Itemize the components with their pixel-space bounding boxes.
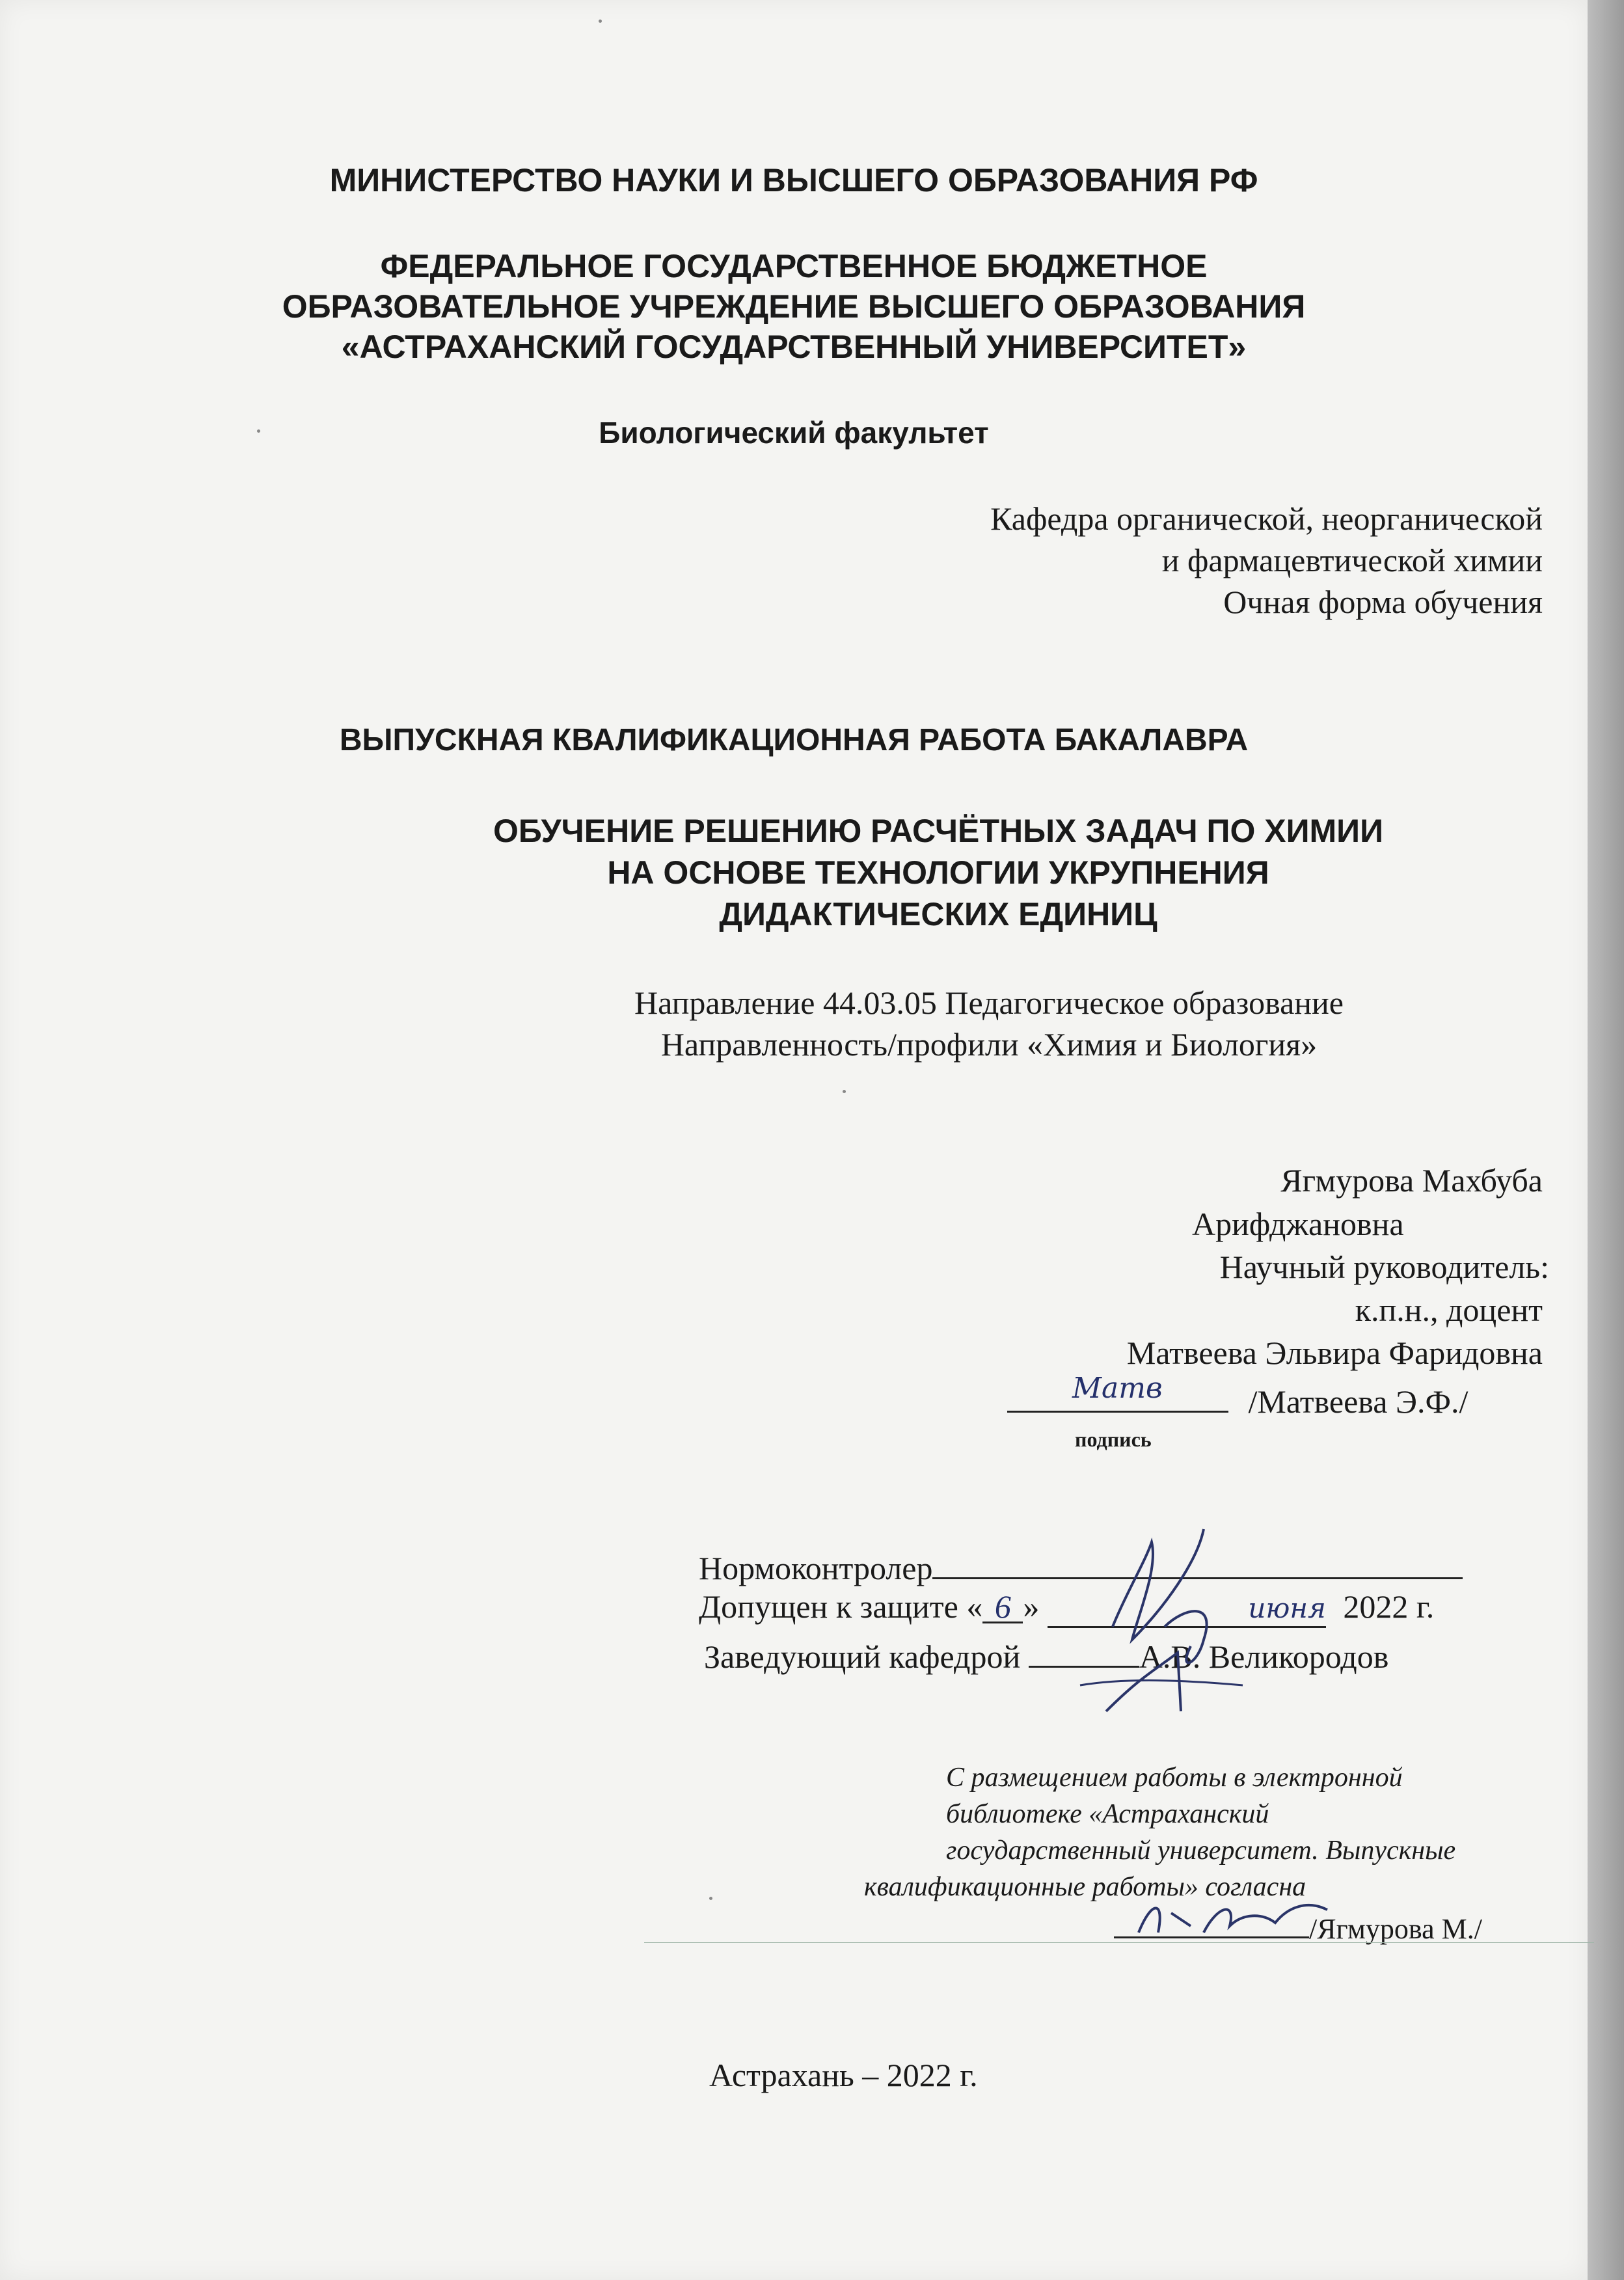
head-label: Заведующий кафедрой: [704, 1638, 1021, 1675]
consent-signature-row: [1114, 1907, 1482, 1946]
work-title-line2: НА ОСНОВЕ ТЕХНОЛОГИИ УКРУПНЕНИЯ: [607, 854, 1269, 891]
head-name: А.В. Великородов: [1139, 1638, 1389, 1675]
signature-caption: подпись: [1075, 1428, 1152, 1451]
city-year: Астрахань – 2022 г.: [709, 2057, 978, 2093]
scan-speck: [843, 1090, 846, 1093]
work-title-line3: ДИДАКТИЧЕСКИХ ЕДИНИЦ: [719, 896, 1157, 932]
consent-line3: государственный университет. Выпускные: [946, 1836, 1456, 1866]
study-direction: Направление 44.03.05 Педагогическое образование: [634, 984, 1344, 1021]
supervisor-signature-row: [1007, 1372, 1468, 1420]
admitted-quote-close: »: [1023, 1588, 1040, 1625]
consent-signature-line: [1114, 1907, 1309, 1938]
consent-signer: /Ягмурова М./: [1309, 1913, 1482, 1945]
normocontrol-row: [699, 1543, 1463, 1587]
department-line1: Кафедра органической, неорганической: [990, 500, 1543, 537]
head-of-department-row: [704, 1632, 1388, 1676]
org-heading-line3: «АСТРАХАНСКИЙ ГОСУДАРСТВЕННЫЙ УНИВЕРСИТЕТ»: [341, 329, 1247, 365]
study-profile: Направленность/профили «Химия и Биология»: [660, 1026, 1318, 1063]
supervisor-label: Научный руководитель:: [1219, 1249, 1549, 1285]
ministry-heading: МИНИСТЕРСТВО НАУКИ И ВЫСШЕГО ОБРАЗОВАНИЯ РФ: [329, 162, 1258, 198]
work-title-line1: ОБУЧЕНИЕ РЕШЕНИЮ РАСЧЁТНЫХ ЗАДАЧ ПО ХИМИИ: [493, 813, 1384, 849]
supervisor-name: Матвеева Эльвира Фаридовна: [1126, 1335, 1543, 1371]
faculty-name: Биологический факультет: [599, 416, 989, 450]
scan-speck: [709, 1897, 712, 1900]
consent-line4: квалификационные работы» согласна: [864, 1872, 1306, 1902]
admitted-label: Допущен к защите «: [699, 1588, 983, 1625]
consent-line2: библиотеке «Астраханский: [946, 1799, 1269, 1829]
org-heading-line1: ФЕДЕРАЛЬНОЕ ГОСУДАРСТВЕННОЕ БЮДЖЕТНОЕ: [380, 248, 1208, 284]
supervisor-degree: к.п.н., доцент: [1355, 1292, 1543, 1328]
department-line2: и фармацевтической химии: [1161, 542, 1543, 578]
author-name-line1: Ягмурова Махбуба: [1280, 1162, 1543, 1199]
normocontrol-label: Нормоконтролер: [699, 1550, 933, 1586]
admitted-day: 6: [982, 1588, 1023, 1623]
scan-artifact-line: [644, 1942, 1594, 1943]
scan-edge: [1588, 0, 1624, 2280]
normocontrol-signature-line: [932, 1543, 1463, 1579]
org-heading-line2: ОБРАЗОВАТЕЛЬНОЕ УЧРЕЖДЕНИЕ ВЫСШЕГО ОБРАЗОВАНИЯ: [282, 288, 1306, 325]
supervisor-short-name: /Матвеева Э.Ф./: [1248, 1383, 1468, 1420]
supervisor-signature-line: [1007, 1372, 1228, 1413]
admitted-year: 2022 г.: [1343, 1588, 1435, 1625]
study-form: Очная форма обучения: [1223, 584, 1543, 620]
work-type: ВЫПУСКНАЯ КВАЛИФИКАЦИОННАЯ РАБОТА БАКАЛАВРА: [339, 723, 1249, 757]
admitted-row: [699, 1588, 1434, 1628]
head-signature-line: [1029, 1632, 1139, 1668]
scan-speck: [599, 20, 602, 23]
consent-line1: С размещением работы в электронной: [946, 1763, 1403, 1793]
supervisor-signature-handwriting: Матв: [1072, 1372, 1163, 1405]
admitted-month: июня: [1048, 1592, 1326, 1628]
author-name-line2: Арифджановна: [1192, 1206, 1404, 1242]
